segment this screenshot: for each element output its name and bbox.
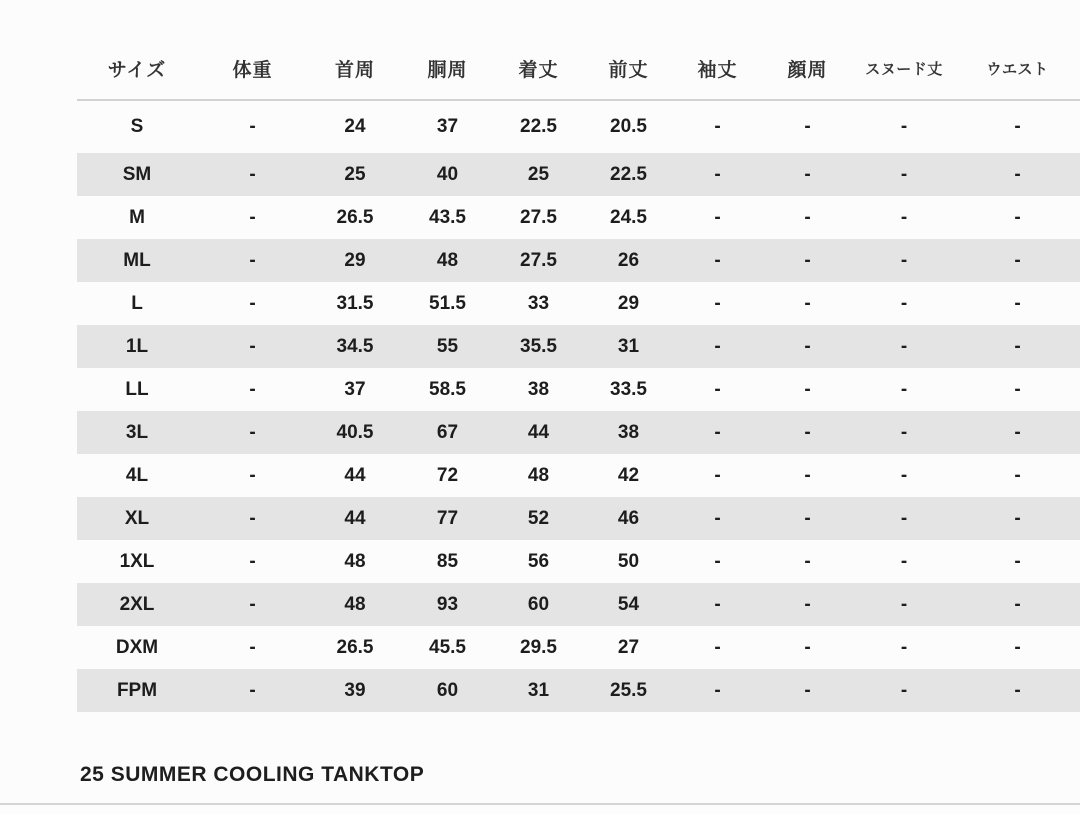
table-cell-back-length: 27.5 [520, 206, 557, 228]
table-cell-sleeve-length: - [714, 593, 721, 615]
size-label: XL [124, 507, 150, 529]
header-row [77, 37, 1080, 100]
table-cell-front-length: 24.5 [610, 206, 647, 228]
table-cell-back-length: 38 [527, 378, 550, 400]
table-cell-back-length: 31 [527, 679, 550, 701]
bottom-divider [0, 803, 1080, 805]
column-header-sleeve-length: 袖丈 [673, 37, 762, 100]
table-cell-face-girth: - [804, 593, 811, 615]
table-cell-front-length: 33.5 [610, 378, 647, 400]
table-cell-weight: - [249, 464, 256, 486]
table-cell-snood-length: - [900, 421, 908, 443]
table-cell-body-girth: 60 [436, 679, 459, 701]
table-cell-weight: - [249, 116, 256, 137]
table-cell-sleeve-length: - [714, 163, 721, 185]
table-cell-sleeve-length: - [714, 206, 721, 228]
table-cell-waist: - [1014, 163, 1021, 185]
table-cell-front-length: 22.5 [610, 163, 647, 185]
table-cell-waist: - [1014, 636, 1021, 658]
table-cell-face-girth: - [804, 507, 811, 529]
table-cell-body-girth: 45.5 [429, 636, 466, 658]
table-cell-neck-girth: 44 [344, 507, 366, 529]
table-cell-front-length: 27 [617, 636, 640, 658]
table-cell-body-girth: 51.5 [429, 292, 466, 314]
table-cell-back-length: 52 [527, 507, 550, 529]
table-cell-sleeve-length: - [714, 292, 721, 314]
table-cell-waist: - [1014, 679, 1021, 701]
size-label: L [131, 292, 143, 314]
table-cell-weight: - [249, 292, 256, 314]
size-label: 1XL [119, 550, 155, 572]
table-cell-body-girth: 72 [436, 464, 459, 486]
size-label: 3L [125, 421, 149, 443]
table-cell-face-girth: - [804, 464, 811, 486]
table-cell-weight: - [249, 636, 256, 658]
table-cell-weight: - [249, 507, 256, 529]
table-cell-neck-girth: 26.5 [336, 206, 374, 228]
table-cell-front-length: 42 [617, 464, 640, 486]
table-cell-weight: - [249, 679, 256, 701]
table-cell-back-length: 56 [527, 550, 550, 572]
table-cell-body-girth: 40 [436, 163, 459, 185]
column-header-size: サイズ [77, 37, 197, 100]
table-cell-waist: - [1014, 507, 1021, 529]
table-cell-front-length: 29 [617, 292, 640, 314]
table-cell-weight: - [249, 378, 256, 400]
table-cell-neck-girth: 48 [344, 593, 366, 615]
table-cell-sleeve-length: - [714, 335, 721, 357]
table-cell-front-length: 20.5 [610, 116, 647, 137]
table-cell-snood-length: - [900, 206, 908, 228]
table-cell-back-length: 44 [527, 421, 550, 443]
table-cell-front-length: 54 [617, 593, 640, 615]
column-header-front-length: 前丈 [584, 37, 673, 100]
table-row-dxm [77, 626, 1080, 669]
table-cell-face-girth: - [804, 550, 811, 572]
table-cell-front-length: 46 [617, 507, 640, 529]
table-cell-front-length: 31 [617, 335, 640, 357]
table-cell-sleeve-length: - [714, 249, 721, 271]
table-cell-neck-girth: 29 [344, 249, 366, 271]
table-cell-sleeve-length: - [714, 507, 721, 529]
table-cell-face-girth: - [804, 249, 811, 271]
table-cell-body-girth: 55 [436, 335, 459, 357]
table-cell-waist: - [1014, 116, 1021, 137]
table-row-4l [77, 454, 1080, 497]
size-chart-header [77, 37, 1080, 100]
table-cell-front-length: 26 [617, 249, 640, 271]
table-cell-waist: - [1014, 464, 1021, 486]
table-cell-neck-girth: 34.5 [336, 335, 374, 357]
table-cell-neck-girth: 25 [344, 163, 366, 185]
table-cell-weight: - [249, 206, 256, 228]
table-cell-body-girth: 93 [436, 593, 459, 615]
product-title: 25 SUMMER COOLING TANKTOP [80, 763, 425, 786]
column-header-body-girth: 胴周 [402, 37, 493, 100]
table-cell-neck-girth: 39 [344, 679, 366, 701]
table-cell-neck-girth: 44 [344, 464, 366, 486]
table-cell-body-girth: 58.5 [429, 378, 466, 400]
table-cell-snood-length: - [900, 636, 908, 658]
table-cell-face-girth: - [804, 335, 811, 357]
size-label: ML [123, 249, 151, 271]
table-row-m [77, 196, 1080, 239]
table-cell-front-length: 50 [617, 550, 640, 572]
table-cell-weight: - [249, 421, 256, 443]
table-cell-sleeve-length: - [714, 378, 721, 400]
table-cell-front-length: 25.5 [610, 679, 647, 701]
table-cell-sleeve-length: - [714, 636, 721, 658]
table-cell-face-girth: - [804, 679, 811, 701]
table-cell-back-length: 48 [527, 464, 550, 486]
table-cell-back-length: 22.5 [520, 116, 557, 137]
size-label: 4L [125, 464, 149, 486]
size-chart-table [77, 37, 1080, 712]
table-row-l [77, 282, 1080, 325]
table-row-ll [77, 368, 1080, 411]
table-cell-waist: - [1014, 593, 1021, 615]
table-cell-snood-length: - [900, 679, 908, 701]
column-header-snood-length: スヌード丈 [853, 37, 955, 100]
size-label: SM [122, 163, 152, 185]
table-cell-snood-length: - [900, 292, 908, 314]
table-cell-waist: - [1014, 378, 1021, 400]
table-cell-back-length: 25 [527, 163, 550, 185]
size-label: LL [125, 378, 149, 400]
table-cell-waist: - [1014, 550, 1021, 572]
table-cell-waist: - [1014, 249, 1021, 271]
table-cell-neck-girth: 48 [344, 550, 366, 572]
table-cell-snood-length: - [900, 249, 908, 271]
table-cell-snood-length: - [900, 507, 908, 529]
table-cell-face-girth: - [804, 206, 811, 228]
size-label: S [130, 116, 144, 137]
table-cell-weight: - [249, 593, 256, 615]
column-header-waist: ウエスト [955, 37, 1080, 100]
table-cell-face-girth: - [804, 116, 811, 137]
table-cell-sleeve-length: - [714, 550, 721, 572]
table-cell-face-girth: - [804, 378, 811, 400]
size-label: DXM [115, 636, 159, 658]
column-header-face-girth: 顔周 [762, 37, 853, 100]
table-cell-weight: - [249, 249, 256, 271]
table-cell-waist: - [1014, 206, 1021, 228]
table-cell-waist: - [1014, 292, 1021, 314]
table-row-fpm [77, 669, 1080, 712]
table-cell-face-girth: - [804, 163, 811, 185]
table-cell-sleeve-length: - [714, 679, 721, 701]
table-cell-snood-length: - [900, 464, 908, 486]
table-cell-face-girth: - [804, 636, 811, 658]
size-label: 2XL [119, 593, 155, 615]
table-cell-weight: - [249, 163, 256, 185]
table-row-2xl [77, 583, 1080, 626]
size-label: 1L [125, 335, 149, 357]
table-cell-snood-length: - [900, 116, 908, 137]
table-cell-sleeve-length: - [714, 116, 721, 137]
table-cell-back-length: 60 [527, 593, 550, 615]
table-cell-body-girth: 48 [436, 249, 459, 271]
column-header-back-length: 着丈 [493, 37, 584, 100]
table-cell-body-girth: 85 [436, 550, 459, 572]
size-chart-body [77, 100, 1080, 712]
table-row-1l [77, 325, 1080, 368]
table-row-sm [77, 153, 1080, 196]
table-cell-snood-length: - [900, 378, 908, 400]
table-cell-body-girth: 43.5 [429, 206, 466, 228]
table-cell-snood-length: - [900, 550, 908, 572]
table-cell-neck-girth: 37 [344, 378, 366, 400]
table-cell-sleeve-length: - [714, 421, 721, 443]
table-cell-waist: - [1014, 335, 1021, 357]
table-cell-face-girth: - [804, 421, 811, 443]
table-row-xl [77, 497, 1080, 540]
table-row-1xl [77, 540, 1080, 583]
table-row-s [77, 100, 1080, 153]
table-cell-snood-length: - [900, 335, 908, 357]
size-label: FPM [116, 679, 158, 701]
table-cell-back-length: 33 [527, 292, 550, 314]
table-cell-back-length: 35.5 [520, 335, 557, 357]
table-row-ml [77, 239, 1080, 282]
table-cell-waist: - [1014, 421, 1021, 443]
table-cell-weight: - [249, 335, 256, 357]
table-cell-body-girth: 67 [436, 421, 459, 443]
table-cell-sleeve-length: - [714, 464, 721, 486]
column-header-weight: 体重 [197, 37, 308, 100]
table-cell-face-girth: - [804, 292, 811, 314]
table-cell-snood-length: - [900, 163, 908, 185]
table-cell-neck-girth: 40.5 [336, 421, 374, 443]
column-header-neck-girth: 首周 [308, 37, 402, 100]
table-row-3l [77, 411, 1080, 454]
table-cell-neck-girth: 24 [344, 116, 366, 137]
table-cell-body-girth: 37 [436, 116, 459, 137]
table-cell-neck-girth: 31.5 [336, 292, 374, 314]
table-cell-neck-girth: 26.5 [336, 636, 374, 658]
table-cell-body-girth: 77 [436, 507, 459, 529]
table-cell-back-length: 27.5 [520, 249, 557, 271]
table-cell-snood-length: - [900, 593, 908, 615]
table-cell-weight: - [249, 550, 256, 572]
table-cell-front-length: 38 [617, 421, 640, 443]
table-cell-back-length: 29.5 [520, 636, 557, 658]
size-label: M [129, 206, 145, 228]
